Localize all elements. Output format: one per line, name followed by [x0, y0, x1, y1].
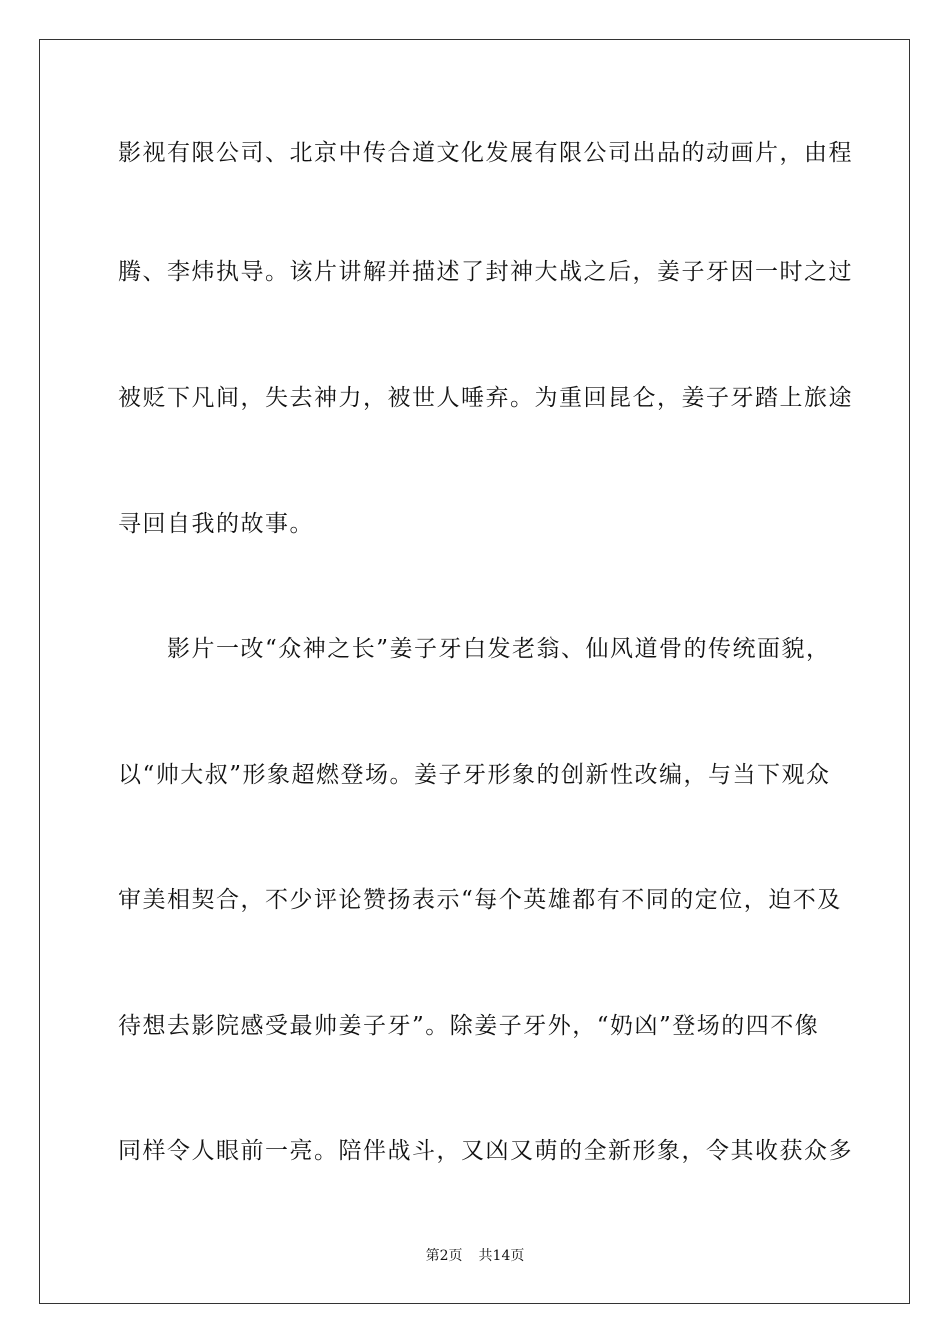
page-number: 第2页	[425, 1248, 463, 1264]
text-line: 同样令人眼前一亮。陪伴战斗，又凶又萌的全新形象，令其收获众多	[118, 1138, 853, 1164]
paragraph-first-line: 影片一改“众神之长”姜子牙白发老翁、仙风道骨的传统面貌，	[118, 636, 831, 662]
text-line: 腾、李炜执导。该片讲解并描述了封神大战之后，姜子牙因一时之过	[118, 259, 853, 285]
page-border	[39, 39, 910, 1304]
text-line: 寻回自我的故事。	[118, 511, 314, 537]
text-line: 被贬下凡间，失去神力，被世人唾弃。为重回昆仑，姜子牙踏上旅途	[118, 385, 853, 411]
text-line: 影视有限公司、北京中传合道文化发展有限公司出品的动画片，由程	[118, 140, 853, 166]
text-line: 以“帅大叔”形象超燃登场。姜子牙形象的创新性改编，与当下观众	[118, 762, 831, 788]
page-footer	[0, 1246, 950, 1266]
text-line: 待想去影院感受最帅姜子牙”。除姜子牙外，“奶凶”登场的四不像	[118, 1013, 820, 1039]
page-total: 共14页	[478, 1248, 525, 1264]
text-line: 审美相契合，不少评论赞扬表示“每个英雄都有不同的定位，迫不及	[118, 887, 842, 913]
